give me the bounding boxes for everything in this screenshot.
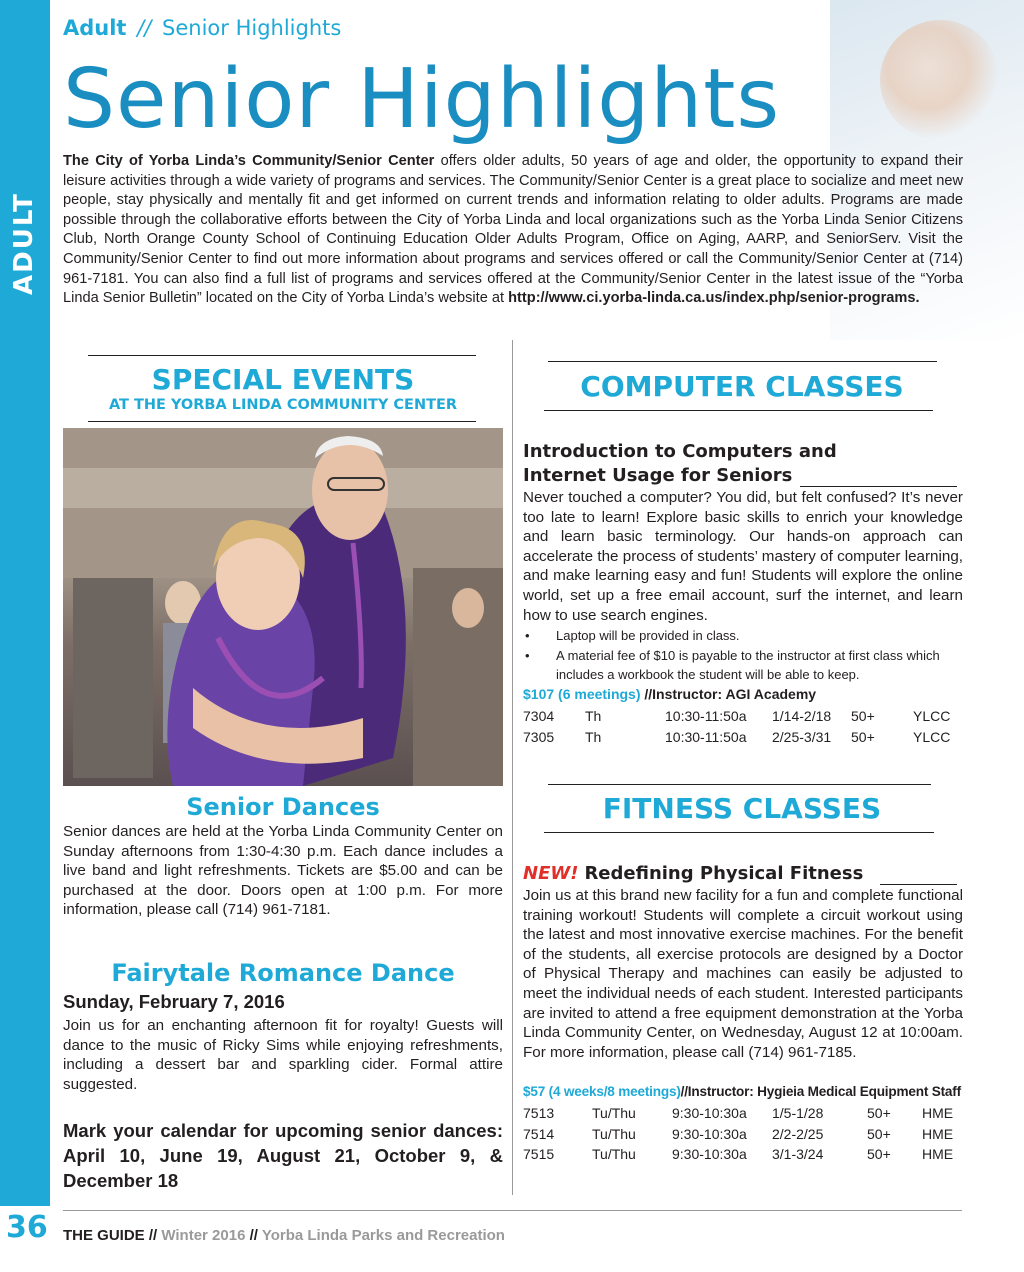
senior-dances-text: Senior dances are held at the Yorba Linda Community Center on Sunday afternoons from 1:30-4:30 p.m. Each dance includes a live band and light refreshments. Tickets are $5.00 and can be purchased at the door. Doors open at 1:00 p.m. For more information, please call (714) 961-7181. — [63, 823, 503, 919]
rule — [88, 355, 476, 356]
class-code: 7513 — [523, 1105, 555, 1122]
class-time: 9:30-10:30a — [672, 1125, 747, 1142]
special-events-subheading: AT THE YORBA LINDA COMMUNITY CENTER — [108, 397, 458, 413]
class-dates: 2/2-2/25 — [772, 1125, 824, 1142]
table-row — [523, 706, 950, 727]
fitness-class-title — [523, 862, 963, 886]
computer-class-schedule — [523, 706, 950, 747]
class-day: Tu/Thu — [592, 1146, 636, 1163]
footer-guide: THE GUIDE // — [63, 1227, 158, 1244]
computer-class-bullets — [523, 626, 963, 685]
fitness-class-schedule — [523, 1103, 953, 1165]
class-location: YLCC — [913, 708, 951, 725]
table-row — [523, 1124, 953, 1145]
class-age: 50+ — [867, 1146, 891, 1163]
rule — [544, 832, 934, 833]
side-tab-bar — [0, 0, 50, 1206]
class-code: 7515 — [523, 1146, 555, 1163]
page-number: 36 — [6, 1210, 48, 1245]
class-location: HME — [922, 1105, 954, 1122]
table-row — [523, 727, 950, 748]
fitness-class-text: Join us at this brand new facility for a fun and complete functional training workout! Students will complete a circuit workout using the latest and most innovative exercise machines. For the benefit of the students, all exercise protocols are designed by a Doctor of Physical Therapy and machines can easily be adjusted to meet the individual needs of each student. Interested participants are invited to attend a free equipment demonstration at the Yorba Linda Community Center, on Wednesday, August 12 at 10:00am. For more information, please call (714) 961-7185. — [523, 887, 963, 1061]
rule — [800, 486, 957, 487]
footer-season: Winter 2016 — [157, 1227, 250, 1244]
intro-body: offers older adults, 50 years of age and older, the opportunity to expand their leisure activities through a wide variety of programs and services. The Community/Senior Center is a great place to socialize and meet new people, stay physically and mentally fit and get informed on current trends and information relating to older adults. Programs are made possible through the collaborative efforts between the City of Yorba Linda and local organizations such as the Yorba Linda Senior Citizens Club, North Orange County School of Continuing Education Older Adults Program, Office on Aging, AARP, and SeniorServ. Visit the Community/Senior Center to find out more information about programs and services offered or call the Community/Senior Center at (714) 961-7181. You can also find a full list of programs and services offered at the Community/Senior Center in the latest issue of the “Yorba Linda Senior Bulletin” located on the City of Yorba Linda’s website at — [63, 153, 963, 307]
computer-class-title-line-1: Introduction to Computers and — [523, 441, 837, 462]
class-time: 10:30-11:50a — [665, 708, 747, 725]
class-location: HME — [922, 1146, 954, 1163]
class-dates: 1/5-1/28 — [772, 1105, 824, 1122]
class-code: 7305 — [523, 728, 555, 745]
header-photo-figure — [880, 20, 1000, 140]
class-age: 50+ — [851, 708, 875, 725]
footer-separator: // — [249, 1227, 258, 1244]
calendar-note: Mark your calendar for upcoming senior dances: April 10, June 19, August 21, October 9, & December 18 — [63, 1120, 503, 1191]
class-day: Tu/Thu — [592, 1125, 636, 1142]
breadcrumb-page: Senior Highlights — [162, 16, 342, 40]
fitness-class-instructor: //Instructor: Hygieia Medical Equipment Staff — [680, 1084, 961, 1099]
senior-dances-heading: Senior Dances — [186, 793, 380, 821]
class-age: 50+ — [867, 1125, 891, 1142]
breadcrumb — [63, 16, 341, 40]
class-age: 50+ — [867, 1105, 891, 1122]
special-events-heading: SPECIAL EVENTS — [151, 363, 415, 396]
intro-lead: The City of Yorba Linda’s Community/Senior Center — [63, 153, 435, 169]
class-location: YLCC — [913, 728, 951, 745]
fairytale-dance-heading: Fairytale Romance Dance — [111, 959, 455, 987]
class-age: 50+ — [851, 728, 875, 745]
computer-class-price-line — [523, 686, 816, 702]
table-row — [523, 1144, 953, 1165]
breadcrumb-separator: // — [137, 16, 152, 40]
bullet-item: • A material fee of $10 is payable to the instructor at first class which includes a workbook the student will be able to keep. — [523, 646, 963, 685]
class-time: 10:30-11:50a — [665, 728, 747, 745]
rule — [88, 421, 476, 422]
side-tab-label: ADULT — [9, 192, 39, 295]
class-day: Tu/Thu — [592, 1105, 636, 1122]
intro-paragraph — [63, 152, 963, 309]
computer-class-title-line-2: Internet Usage for Seniors — [523, 465, 793, 486]
dance-couple-photo — [63, 428, 503, 786]
column-divider — [512, 340, 513, 1195]
class-dates: 3/1-3/24 — [772, 1146, 824, 1163]
fairytale-dance-date: Sunday, February 7, 2016 — [63, 991, 285, 1012]
computer-class-text: Never touched a computer? You did, but felt confused? It’s never too late to learn! Explore basic skills to enrich your knowledge and learn basic terminology. Our hands-on approach can accelerate the process of students’ mastery of computer learning, and make learning easy and fun! Students will explore the online world, set up a free email account, surf the internet, and learn how to use search engines. — [523, 489, 963, 624]
footer-line — [63, 1227, 505, 1244]
class-dates: 1/14-2/18 — [772, 708, 832, 725]
fitness-class-name: Redefining Physical Fitness — [584, 863, 864, 884]
page-title: Senior Highlights — [63, 52, 781, 147]
computer-class-price: $107 (6 meetings) — [523, 686, 641, 702]
class-code: 7304 — [523, 708, 555, 725]
footer-org: Yorba Linda Parks and Recreation — [257, 1227, 505, 1244]
class-day: Th — [585, 728, 602, 745]
footer-rule — [63, 1210, 962, 1211]
table-row — [523, 1103, 953, 1124]
fitness-classes-heading: FITNESS CLASSES — [602, 792, 882, 825]
class-day: Th — [585, 708, 602, 725]
breadcrumb-section: Adult — [63, 16, 127, 40]
dance-couple-illustration — [63, 428, 503, 786]
class-dates: 2/25-3/31 — [772, 728, 832, 745]
computer-class-title — [523, 440, 963, 488]
class-location: HME — [922, 1125, 954, 1142]
fitness-class-price-line — [523, 1084, 961, 1099]
computer-class-instructor: //Instructor: AGI Academy — [640, 686, 817, 702]
bullet-item: • Laptop will be provided in class. — [523, 626, 963, 646]
class-time: 9:30-10:30a — [672, 1146, 747, 1163]
fairytale-dance-text: Join us for an enchanting afternoon fit for royalty! Guests will dance to the music of Ricky Sims while enjoying refreshments, including a dessert bar and sparkling cider. Formal attire suggested. — [63, 1017, 503, 1093]
fitness-class-price: $57 (4 weeks/8 meetings) — [523, 1084, 681, 1099]
rule — [548, 361, 937, 362]
rule — [548, 784, 931, 785]
computer-classes-heading: COMPUTER CLASSES — [580, 370, 904, 403]
new-badge: NEW! — [523, 863, 579, 884]
rule — [880, 884, 957, 885]
class-time: 9:30-10:30a — [672, 1105, 747, 1122]
intro-url-link[interactable]: http://www.ci.yorba-linda.ca.us/index.php/senior-programs. — [508, 290, 920, 307]
class-code: 7514 — [523, 1125, 555, 1142]
rule — [544, 410, 933, 411]
